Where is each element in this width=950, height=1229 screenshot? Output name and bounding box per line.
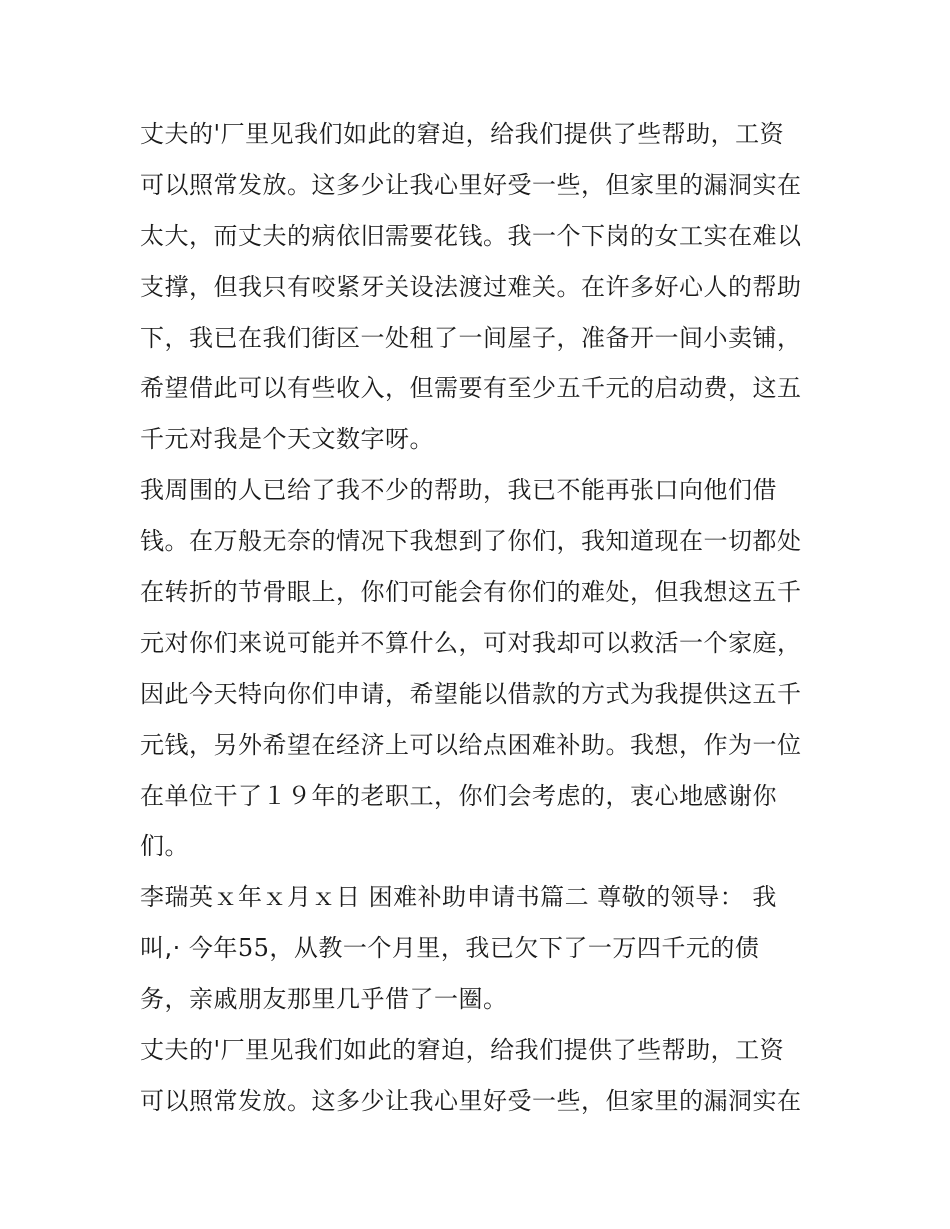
text-line: 太大，而丈夫的病依旧需要花钱。我一个下岗的女工实在难以 xyxy=(140,221,802,250)
text-segment: 困难补助申请书篇二 尊敬的领导： 我 xyxy=(360,883,777,912)
text-segment: ｘ年ｘ月ｘ日 xyxy=(213,883,361,912)
text-line: 支撑，但我只有咬紧牙关设法渡过难关。在许多好心人的帮助 xyxy=(140,272,802,301)
text-line: 在转折的节骨眼上，你们可能会有你们的难处，但我想这五千 xyxy=(140,578,802,607)
text-line: 下，我已在我们街区一处租了一间屋子，准备开一间小卖铺， xyxy=(140,323,802,352)
text-line: 我周围的人已给了我不少的帮助，我已不能再张口向他们借 xyxy=(140,476,777,505)
text-line: 因此今天特向你们申请，希望能以借款的方式为我提供这五千 xyxy=(140,679,802,708)
text-line: 千元对我是个天文数字呀。 xyxy=(140,425,434,454)
text-line: 钱。在万般无奈的情况下我想到了你们，我知道现在一切都处 xyxy=(140,527,802,556)
text-line: 元钱，另外希望在经济上可以给点困难补助。我想，作为一位 xyxy=(140,730,802,759)
text-line: 可以照常发放。这多少让我心里好受一些，但家里的漏洞实在 xyxy=(140,1086,802,1115)
paragraph-1 xyxy=(140,109,820,465)
text-line xyxy=(140,109,820,160)
text-line: 可以照常发放。这多少让我心里好受一些，但家里的漏洞实在 xyxy=(140,170,802,199)
text-segment: 厂里见我们如此的窘迫，给我们提供了些帮助，工资 xyxy=(220,1036,785,1065)
text-segment: 叫,· 今年 xyxy=(140,934,238,963)
text-segment: 55，从教一个月里，我已欠下了一万四千元的债 xyxy=(237,934,760,963)
paragraph-3 xyxy=(140,872,820,1025)
document-page xyxy=(140,109,820,1127)
text-line: 希望借此可以有些收入，但需要有至少五千元的启动费，这五 xyxy=(140,374,802,403)
text-segment: 丈夫的' xyxy=(140,120,221,148)
text-line: 在单位干了１９年的老职工，你们会考虑的，衷心地感谢你 xyxy=(140,781,777,810)
text-segment: 厂里见我们如此的窘迫，给我们提供了些帮助，工资 xyxy=(220,120,785,148)
text-line xyxy=(140,872,820,923)
text-line: 们。 xyxy=(140,832,189,861)
text-line: 务，亲戚朋友那里几乎借了一圈。 xyxy=(140,985,508,1014)
text-line xyxy=(140,923,820,974)
text-segment: 李瑞英 xyxy=(140,883,214,912)
text-line: 元对你们来说可能并不算什么，可对我却可以救活一个家庭， xyxy=(140,628,802,657)
text-line xyxy=(140,1025,820,1076)
paragraph-4 xyxy=(140,1025,820,1127)
text-segment: 丈夫的' xyxy=(140,1036,221,1065)
paragraph-2 xyxy=(140,465,820,872)
